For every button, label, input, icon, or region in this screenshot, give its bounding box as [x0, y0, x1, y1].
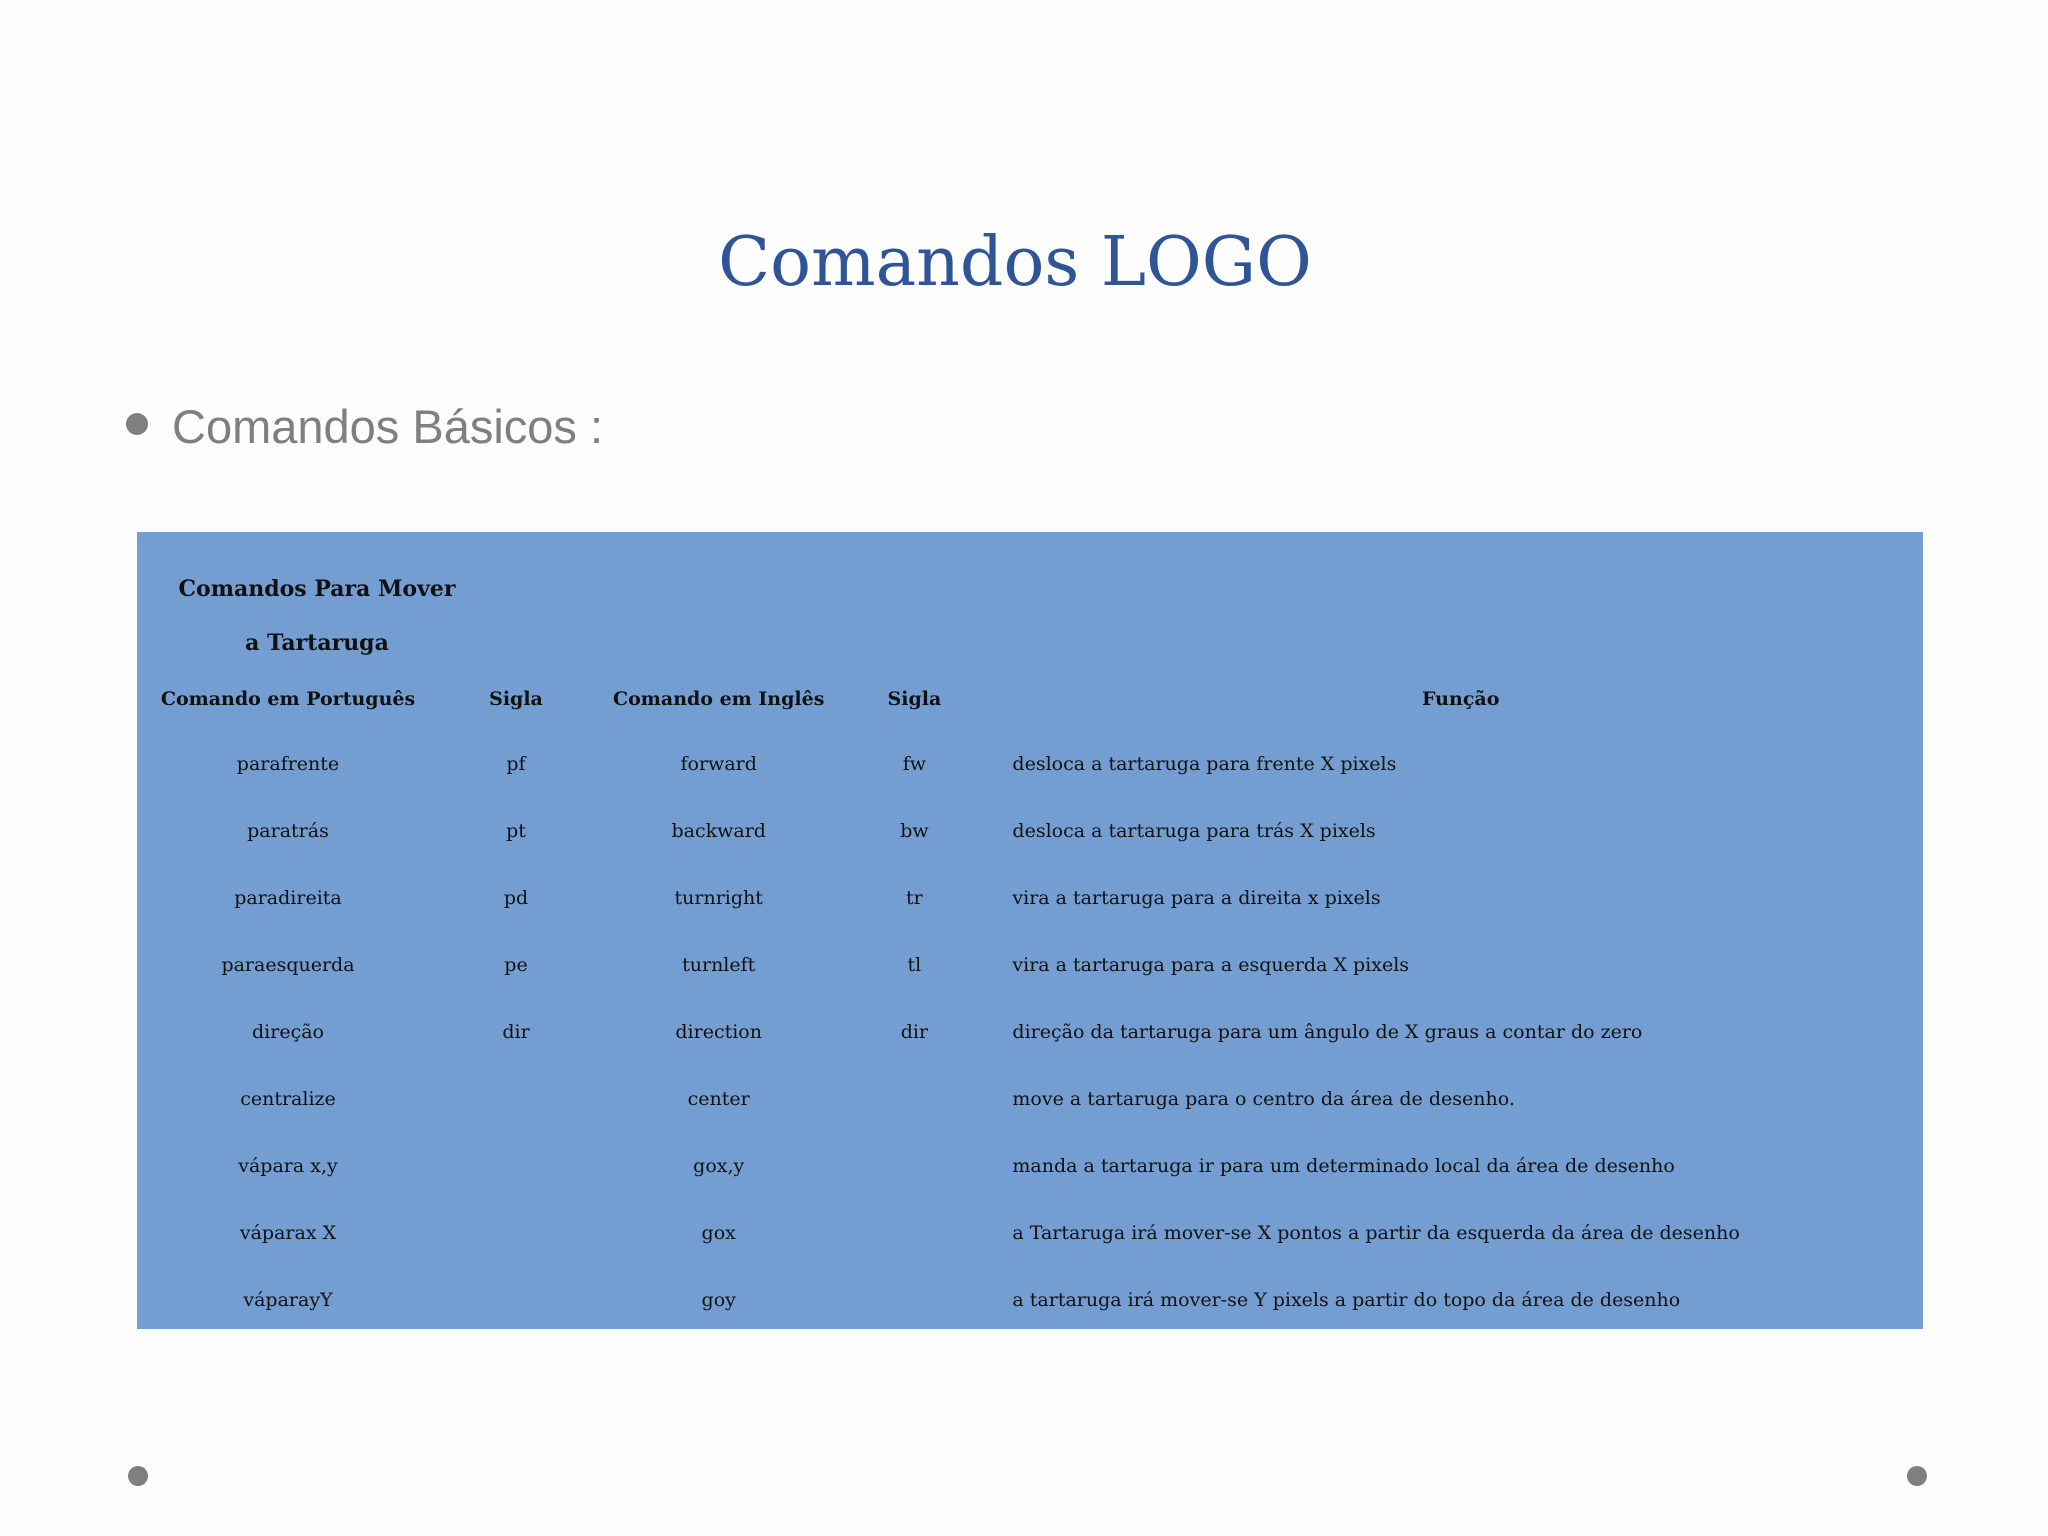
cell-english-command: direction — [675, 1020, 762, 1043]
cell-english-abbrev: dir — [900, 1020, 929, 1043]
cell-portuguese-abbrev: pd — [503, 886, 529, 909]
cell-portuguese-abbrev: pt — [506, 819, 526, 842]
table-row — [157, 1199, 1917, 1266]
cell-portuguese-abbrev — [419, 1132, 613, 1199]
slide-title: Comandos LOGO — [718, 223, 1312, 302]
cell-function: a Tartaruga irá mover-se X pontos a partir da esquerda da área de desenho — [1012, 1221, 1740, 1244]
cell-portuguese-command: váparax X — [239, 1221, 337, 1244]
cell-english-abbrev: tl — [907, 953, 922, 976]
header-portuguese-abbrev: Sigla — [489, 688, 543, 710]
cell-english-command: backward — [671, 819, 766, 842]
cell-function: direção da tartaruga para um ângulo de X graus a contar do zero — [1012, 1020, 1643, 1043]
table-header-row — [157, 668, 1917, 730]
header-portuguese-command: Comando em Português — [160, 688, 416, 710]
cell-english-command: gox — [701, 1221, 736, 1244]
cell-portuguese-command: centralize — [240, 1087, 336, 1110]
table-section-title: Comandos Para Mover a Tartaruga — [178, 576, 456, 656]
table-row — [157, 864, 1917, 931]
cell-portuguese-abbrev — [419, 1266, 613, 1333]
table-row — [157, 797, 1917, 864]
cell-function: vira a tartaruga para a esquerda X pixels — [1012, 953, 1410, 976]
cell-portuguese-command: parafrente — [236, 752, 340, 775]
table-row — [157, 998, 1917, 1065]
cell-portuguese-command: paratrás — [247, 819, 329, 842]
cell-english-command: gox,y — [693, 1154, 745, 1177]
table-row — [157, 931, 1917, 998]
bottom-right-dot-icon — [1907, 1466, 1927, 1486]
cell-function: vira a tartaruga para a direita x pixels — [1012, 886, 1381, 909]
cell-english-abbrev: fw — [902, 752, 927, 775]
cell-english-command: turnright — [674, 886, 763, 909]
cell-english-abbrev: tr — [906, 886, 923, 909]
cell-portuguese-abbrev: pe — [504, 953, 528, 976]
header-function: Função — [1422, 688, 1500, 710]
table-row — [157, 1065, 1917, 1132]
cell-portuguese-abbrev: dir — [502, 1020, 530, 1043]
bottom-left-dot-icon — [128, 1466, 148, 1486]
header-english-command: Comando em Inglês — [613, 688, 825, 710]
cell-english-abbrev: bw — [900, 819, 929, 842]
cell-portuguese-command: paradireita — [234, 886, 342, 909]
table-row — [157, 730, 1917, 797]
cell-portuguese-command: váparayY — [243, 1288, 333, 1311]
cell-english-abbrev — [824, 1199, 1004, 1266]
cell-portuguese-abbrev — [419, 1065, 613, 1132]
cell-function: a tartaruga irá mover-se Y pixels a partir do topo da área de desenho — [1012, 1288, 1681, 1311]
cell-english-command: center — [687, 1087, 750, 1110]
cell-portuguese-command: direção — [252, 1020, 324, 1043]
header-english-abbrev: Sigla — [887, 688, 942, 710]
cell-portuguese-command: paraesquerda — [221, 953, 355, 976]
cell-english-abbrev — [824, 1132, 1004, 1199]
commands-table — [157, 668, 1917, 1333]
cell-english-command: forward — [680, 752, 757, 775]
cell-english-abbrev — [824, 1266, 1004, 1333]
cell-function: manda a tartaruga ir para um determinado local da área de desenho — [1012, 1154, 1675, 1177]
cell-function: move a tartaruga para o centro da área de desenho. — [1012, 1087, 1515, 1110]
cell-portuguese-command: vápara x,y — [238, 1154, 338, 1177]
bullet-dot-icon — [126, 413, 148, 435]
cell-portuguese-abbrev — [419, 1199, 613, 1266]
cell-english-command: goy — [701, 1288, 736, 1311]
commands-table-panel — [137, 532, 1923, 1329]
cell-english-abbrev — [824, 1065, 1004, 1132]
table-row — [157, 1266, 1917, 1333]
cell-portuguese-abbrev: pf — [506, 752, 526, 775]
cell-function: desloca a tartaruga para frente X pixels — [1012, 752, 1397, 775]
cell-english-command: turnleft — [682, 953, 756, 976]
bullet-text: Comandos Básicos : — [172, 400, 604, 453]
cell-function: desloca a tartaruga para trás X pixels — [1012, 819, 1376, 842]
table-row — [157, 1132, 1917, 1199]
